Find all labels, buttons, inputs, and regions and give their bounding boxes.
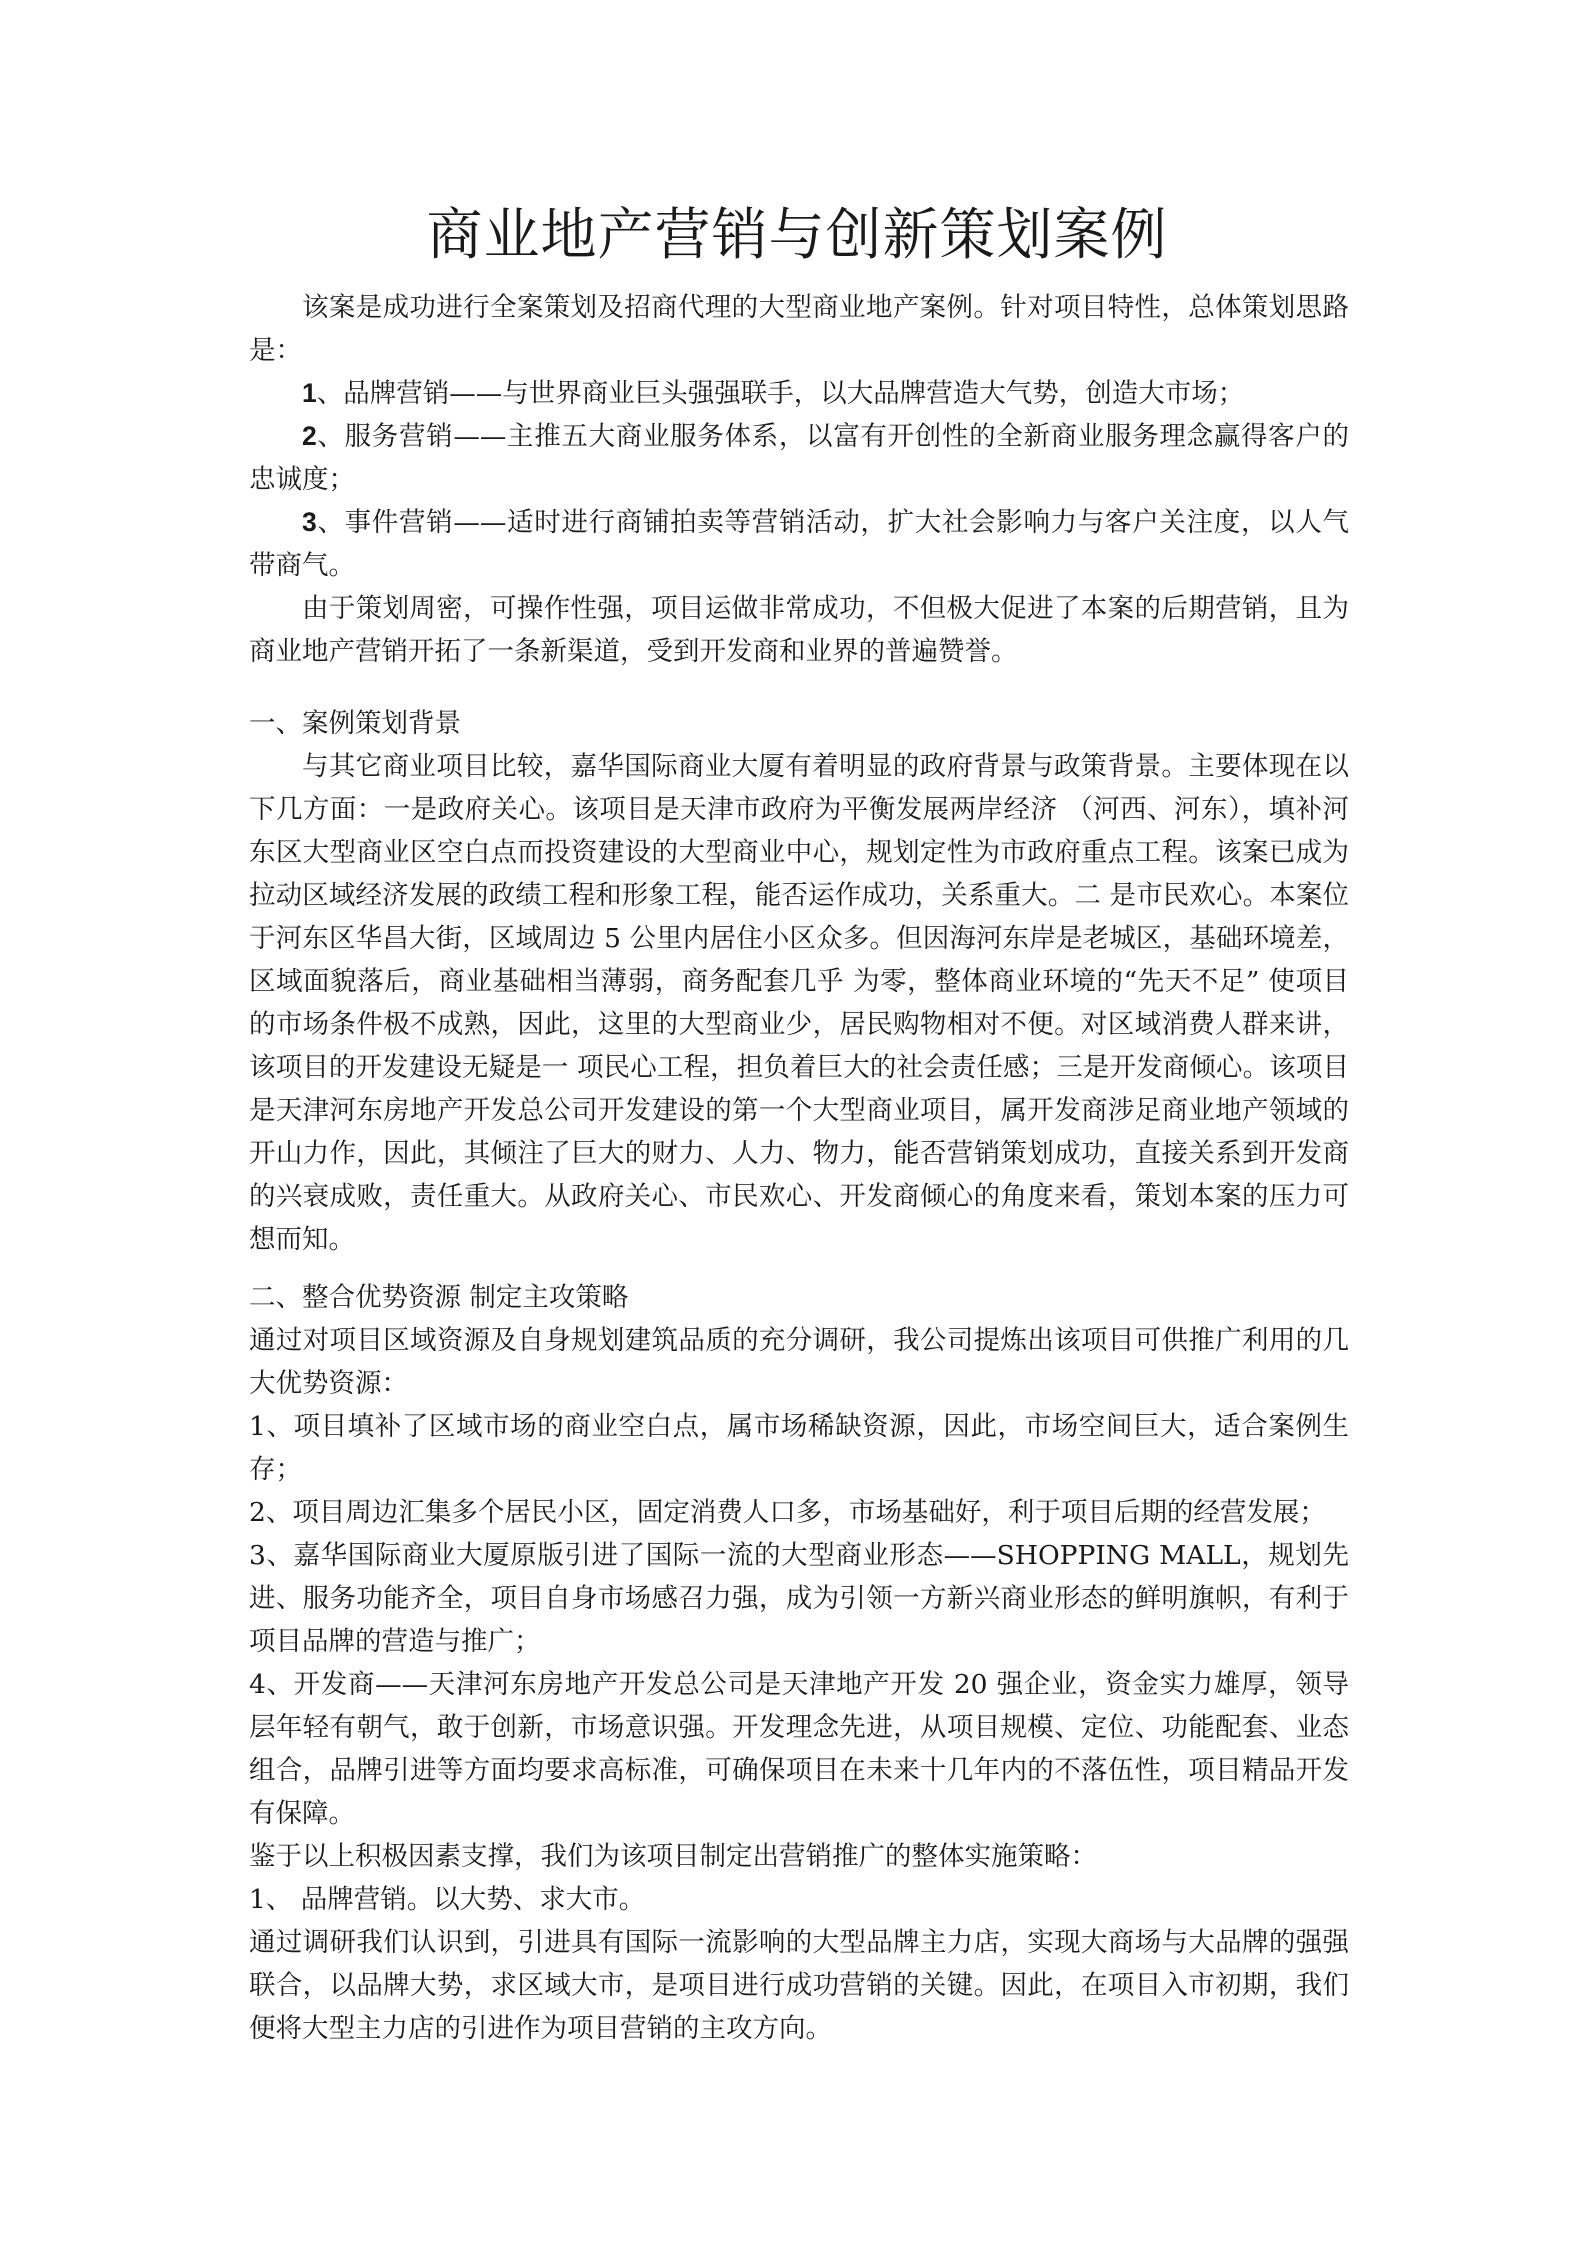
- document-title: 商业地产营销与创新策划案例: [426, 203, 1168, 268]
- section-1-paragraph: 与其它商业项目比较，嘉华国际商业大厦有着明显的政府背景与政策背景。主要体现在以下几方面：一是政府关心。该项目是天津市政府为平衡发展两岸经济 （河西、河东），填补河东区大型商业区空白点而投资建设的大型商业中心，规划定性为市政府重点工程。该案已成为拉动区域经济发展的政绩工程和形象工程，能否运作成功，关系重大。二 是市民欢心。本案位于河东区华昌大街，区域周边 5 公里内居住小区众多。但因海河东岸是老城区，基础环境差，区域面貌落后，商业基础相当薄弱，商务配套几乎 为零，整体商业环境的“先天不足” 使项目的市场条件极不成熟，因此，这里的大型商业少，居民购物相对不便。对区域消费人群来讲，该项目的开发建设无疑是一 项民心工程，担负着巨大的社会责任感；三是开发商倾心。该项目是天津河东房地产开发总公司开发建设的第一个大型商业项目，属开发商涉足商业地产领域的开山力作，因此，其倾注了巨大的财力、人力、物力，能否营销策划成功，直接关系到开发商的兴衰成败，责任重大。从政府关心、市民欢心、开发商倾心的角度来看，策划本案的压力可想而知。: [249, 751, 1349, 1255]
- intro-item-2-text: 、服务营销——主推五大商业服务体系，以富有开创性的全新商业服务理念赢得客户的忠诚度；: [249, 421, 1349, 495]
- section-2-summary: 鉴于以上积极因素支撑，我们为该项目制定出营销推广的整体实施策略：: [249, 1841, 1097, 1872]
- intro-item-3-number: 3: [302, 507, 317, 537]
- intro-item-1-text: 、品牌营销——与世界商业巨头强强联手，以大品牌营造大气势，创造大市场；: [316, 378, 1245, 409]
- section-2-heading: 二、整合优势资源 制定主攻策略: [249, 1282, 629, 1313]
- section-2-item-2: 2、项目周边汇集多个居民小区，固定消费人口多，市场基础好，利于项目后期的经营发展；: [249, 1497, 1326, 1528]
- intro-item-2: [249, 415, 1349, 501]
- section-1-heading: 一、案例策划背景: [249, 708, 461, 739]
- section-2-item-4: 4、开发商——天津河东房地产开发总公司是天津地产开发 20 强企业，资金实力雄厚，领导层年轻有朝气，敢于创新，市场意识强。开发理念先进，从项目规模、定位、功能配套、业态组合，品牌引进等方面均要求高标准，可确保项目在未来十几年内的不落伍性，项目精品开发有保障。: [249, 1669, 1349, 1829]
- intro-item-3: [249, 501, 1349, 587]
- intro-item-2-number: 2: [302, 421, 317, 451]
- intro-paragraph-1: 该案是成功进行全案策划及招商代理的大型商业地产案例。针对项目特性，总体策划思路是：: [249, 292, 1349, 366]
- section-2-item-3: 3、嘉华国际商业大厦原版引进了国际一流的大型商业形态——SHOPPING MALL，规划先进、服务功能齐全，项目自身市场感召力强，成为引领一方新兴商业形态的鲜明旗帜，有利于项目品牌的营造与推广；: [249, 1540, 1349, 1657]
- intro-paragraph-2: 由于策划周密，可操作性强，项目运做非常成功，不但极大促进了本案的后期营销，且为商业地产营销开拓了一条新渠道，受到开发商和业界的普遍赞誉。: [249, 593, 1349, 667]
- section-2-item-1: 1、项目填补了区域市场的商业空白点，属市场稀缺资源，因此，市场空间巨大，适合案例生存；: [249, 1411, 1349, 1485]
- section-2-strategy-1-text: 通过调研我们认识到，引进具有国际一流影响的大型品牌主力店，实现大商场与大品牌的强强联合，以品牌大势，求区域大市，是项目进行成功营销的关键。因此，在项目入市初期，我们便将大型主力店的引进作为项目营销的主攻方向。: [249, 1927, 1349, 2044]
- section-2-strategy-1: 1、 品牌营销。以大势、求大市。: [249, 1884, 646, 1915]
- intro-item-1-number: 1: [302, 378, 317, 408]
- section-2-lead: 通过对项目区域资源及自身规划建筑品质的充分调研，我公司提炼出该项目可供推广利用的几大优势资源：: [249, 1325, 1349, 1399]
- intro-item-3-text: 、事件营销——适时进行商铺拍卖等营销活动，扩大社会影响力与客户关注度，以人气带商气。: [249, 507, 1349, 581]
- intro-item-1: [249, 372, 1349, 415]
